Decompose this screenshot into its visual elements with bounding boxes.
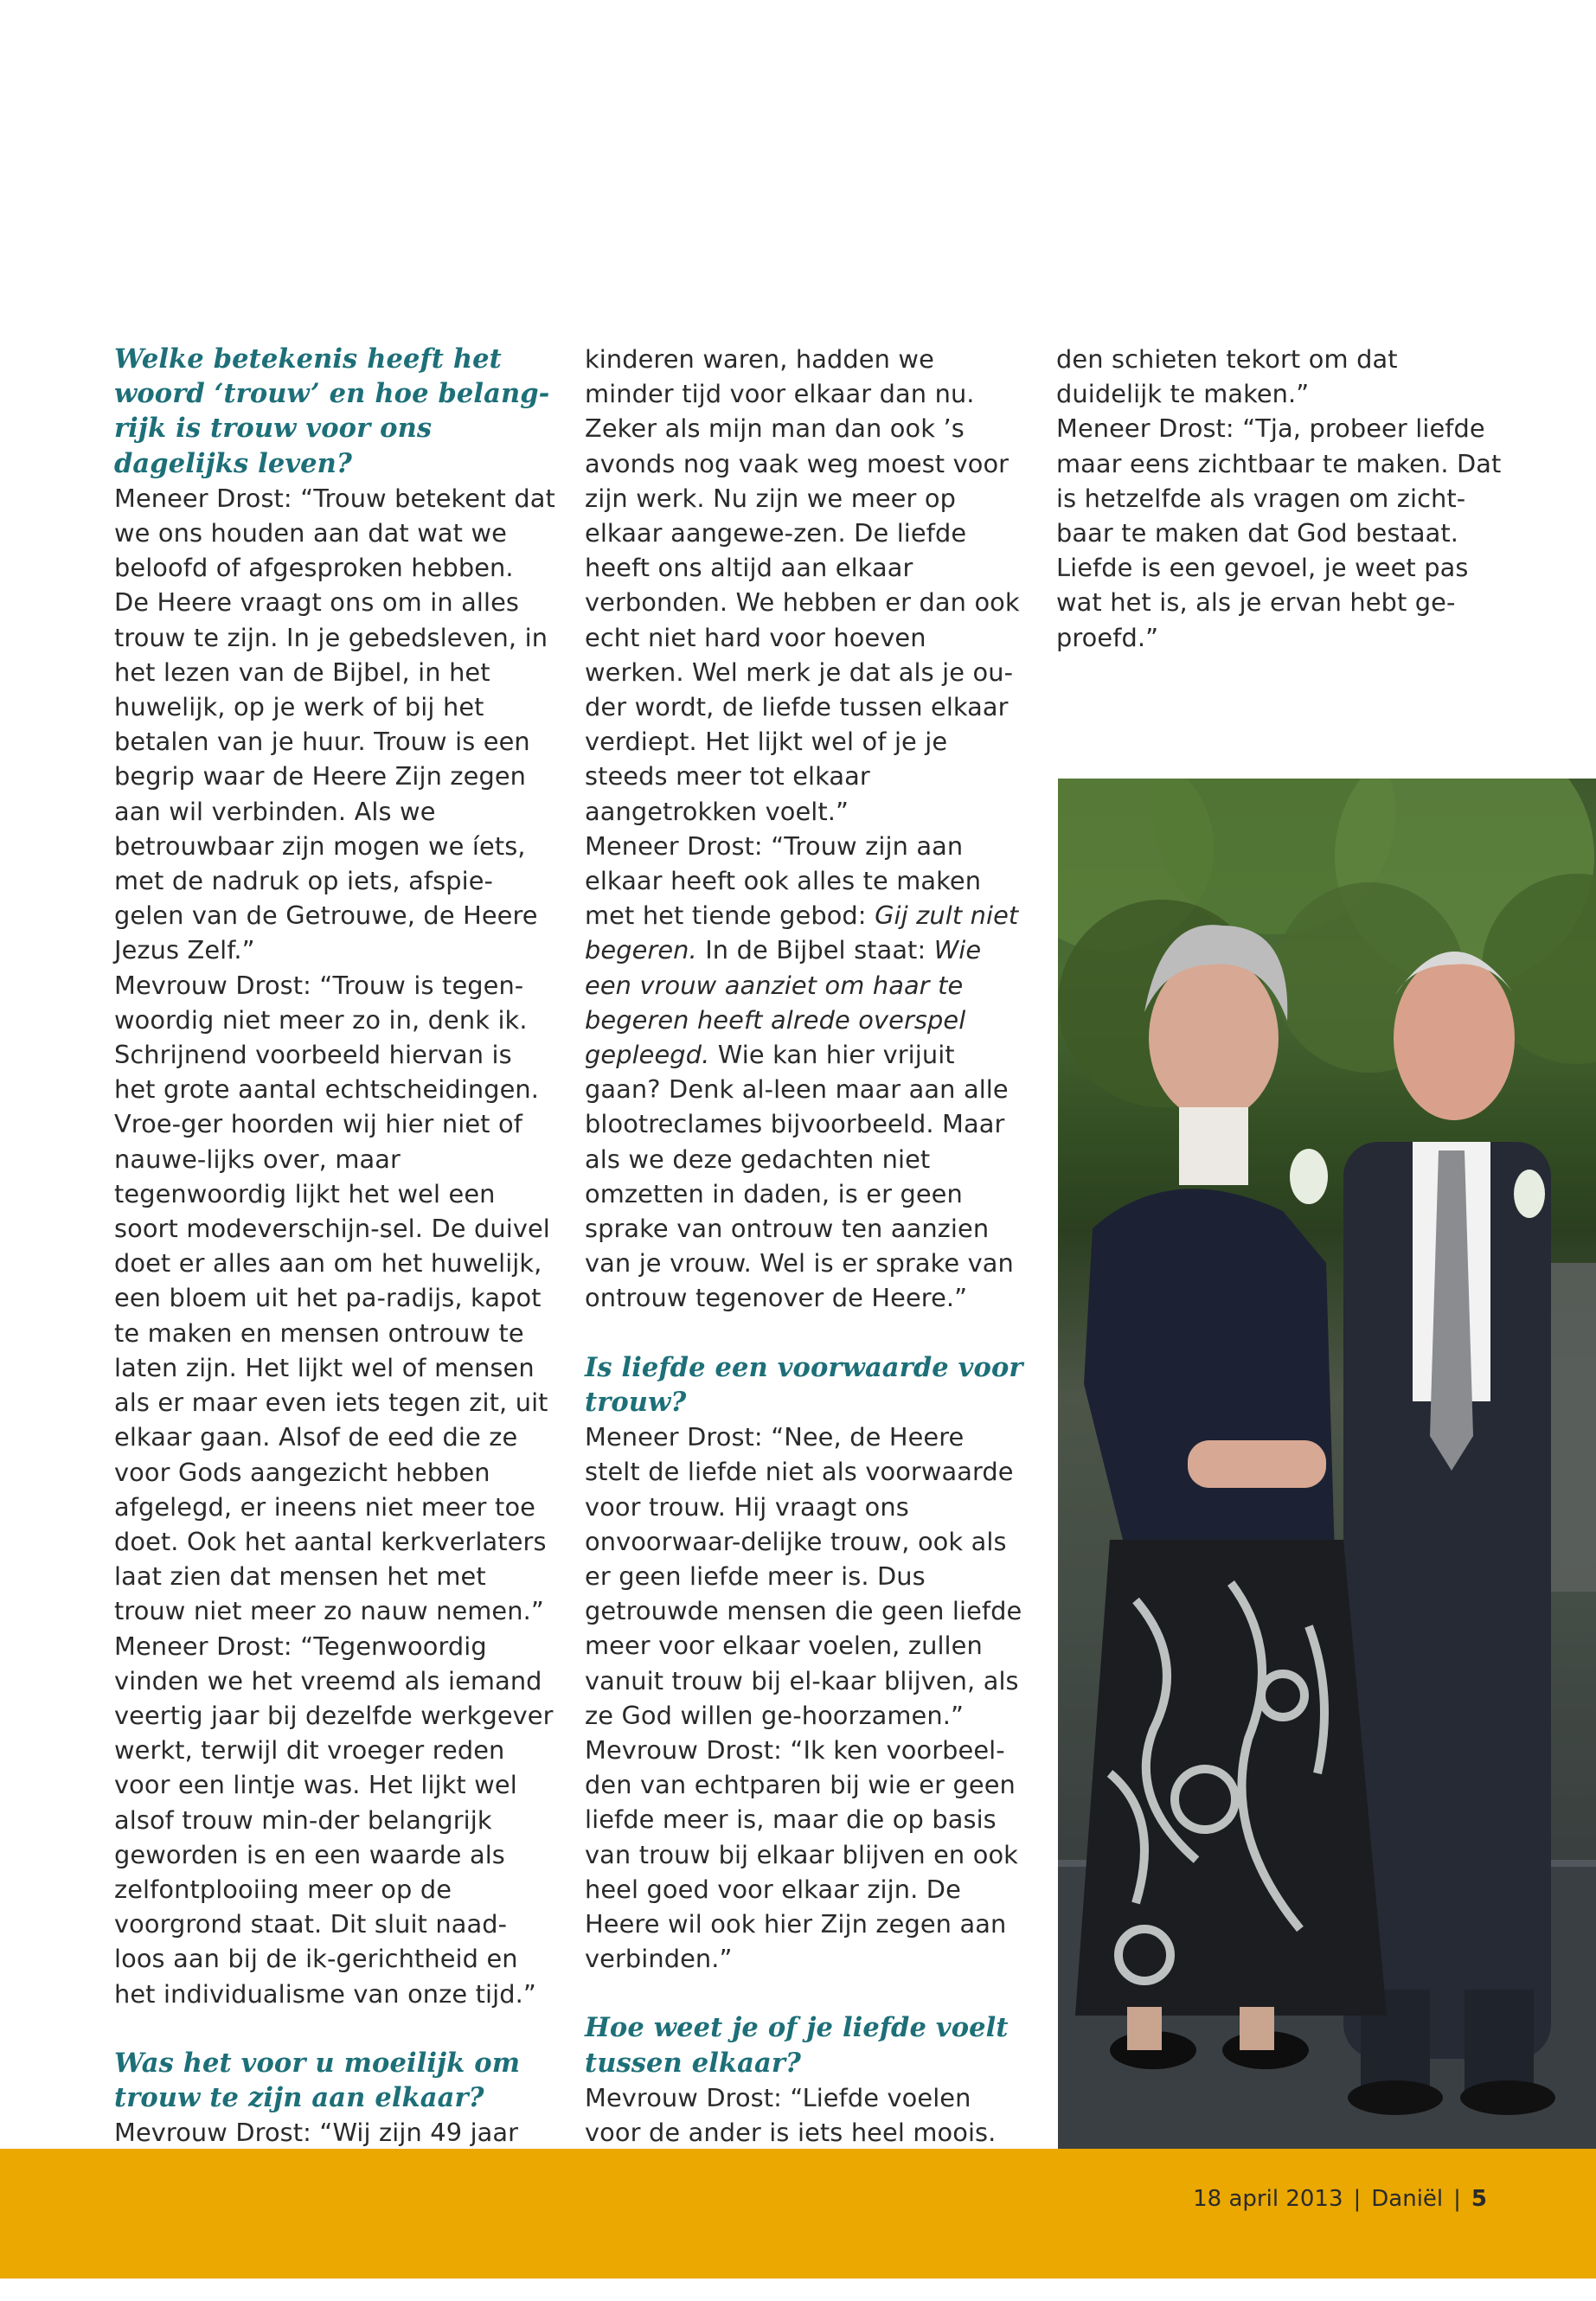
couple-photo xyxy=(1058,779,1596,2149)
magazine-name: Daniël xyxy=(1371,2186,1444,2212)
article-column-2 xyxy=(585,342,1026,2184)
footer-separator: | xyxy=(1353,2186,1362,2212)
couple-photo-illustration xyxy=(1058,779,1596,2149)
question-heading: Was het voor u moeilijk om trouw te zijn aan elkaar? xyxy=(114,2047,521,2113)
paragraph: Meneer Drost: “Tja, probeer liefde maar eens zichtbaar te maken. Dat is hetzelfde als vragen om zicht-baar te maken dat God bestaat. Liefde is een gevoel, je weet pas wat het is, als je ervan hebt ge-proefd.” xyxy=(1056,413,1502,652)
footer-info xyxy=(1193,2186,1487,2212)
page-number: 5 xyxy=(1471,2186,1487,2212)
footer-separator: | xyxy=(1453,2186,1461,2212)
question-heading: Welke betekenis heeft het woord ‘trouw’ en hoe belang-rijk is trouw voor ons dagelijks leven? xyxy=(114,343,550,479)
bible-quote: Wie een vrouw aanziet om haar te begeren heeft alrede overspel gepleegd. xyxy=(585,935,982,1070)
question-heading: Is liefde een voorwaarde voor trouw? xyxy=(585,1351,1023,1418)
footer-band xyxy=(0,2149,1596,2279)
article-column-3 xyxy=(1056,342,1506,655)
paragraph-text: In de Bijbel staat: xyxy=(696,935,934,965)
page-bottom-margin xyxy=(0,2279,1596,2301)
paragraph-text: Meneer Drost: “Trouw zijn aan elkaar heeft ook alles te maken met het tiende gebod: xyxy=(585,830,982,931)
paragraph: Meneer Drost: “Trouw betekent dat we ons houden aan dat wat we beloofd of afgesproken hebben. De Heere vraagt ons om in alles trouw te zijn. In je gebedsleven, in het lezen van de Bijbel, in het huwelijk, op je werk of bij het betalen van je huur. Trouw is een begrip waar de Heere Zijn zegen aan wil verbinden. Als we betrouwbaar zijn mogen we íets, met de nadruk op iets, afspie-gelen van de Getrouwe, de Heere Jezus Zelf.” xyxy=(114,483,555,965)
paragraph-text: Wie kan hier vrijuit gaan? Denk al-leen maar aan alle blootreclames bijvoorbeeld. Maar als we deze gedachten niet omzetten in daden, is er geen sprake van ontrouw ten aanzien van je vrouw. Wel is er sprake van ontrouw tegenover de Heere.” xyxy=(585,1040,1014,1313)
paragraph: kinderen waren, hadden we minder tijd voor elkaar dan nu. Zeker als mijn man dan ook ’s avonds nog vaak weg moest voor zijn werk. Nu zijn we meer op elkaar aangewe-zen. De liefde heeft ons altijd aan elkaar verbonden. We hebben er dan ook echt niet hard voor hoeven werken. Wel merk je dat als je ou-der wordt, de liefde tussen elkaar verdiept. Het lijkt wel of je je steeds meer tot elkaar aangetrokken voelt.” xyxy=(585,344,1020,826)
question-heading: Hoe weet je of je liefde voelt tussen elkaar? xyxy=(585,2012,1009,2079)
paragraph xyxy=(585,829,1026,1316)
paragraph: Mevrouw Drost: “Ik ken voorbeel-den van echtparen bij wie er geen liefde meer is, maar die op basis van trouw bij elkaar blijven en ook heel goed voor elkaar zijn. De Heere wil ook hier Zijn zegen aan verbinden.” xyxy=(585,1734,1018,1974)
paragraph: Mevrouw Drost: “Trouw is tegen-woordig niet meer zo in, denk ik. Schrijnend voorbeeld hiervan is het grote aantal echtscheidingen. Vroe-ger hoorden wij hier niet of nauwe-lijks over, maar tegenwoordig lijkt het wel een soort modeverschijn-sel. De duivel doet er alles aan om het huwelijk, een bloem uit het pa-radijs, kapot te maken en mensen ontrouw te laten zijn. Het lijkt wel of mensen als er maar even iets tegen zit, uit elkaar gaan. Alsof de eed die ze voor Gods aangezicht hebben afgelegd, er ineens niet meer toe doet. Ook het aantal kerkverlaters laat zien dat mensen het met trouw niet meer zo nauw nemen.” Meneer Drost: “Tegenwoordig vinden we het vreemd als iemand veertig jaar bij dezelfde werkgever werkt, terwijl dit vroeger reden voor een lintje was. Het lijkt wel alsof trouw min-der belangrijk geworden is en een waarde als zelfontplooiing meer op de voorgrond staat. Dit sluit naad-loos aan bij de ik-gerichtheid en het individualisme van onze tijd.” xyxy=(114,970,554,2009)
bible-quote: Gij zult niet begeren. xyxy=(585,901,1019,965)
article-column-1 xyxy=(114,342,555,2254)
issue-date: 18 april 2013 xyxy=(1193,2186,1343,2212)
paragraph: Mevrouw Drost: “Wij zijn 49 jaar xyxy=(114,2118,519,2148)
paragraph: Mevrouw Drost: “Liefde voelen voor de ander is iets heel moois. xyxy=(585,2082,997,2147)
paragraph: Meneer Drost: “Nee, de Heere stelt de liefde niet als voorwaarde voor trouw. Hij vraagt ons onvoorwaar-delijke trouw, ook als er geen liefde meer is. Dus getrouwde mensen die geen liefde meer voor elkaar voelen, zullen vanuit trouw bij el-kaar blijven, als ze God willen ge-hoorzamen.” xyxy=(585,1422,1022,1730)
paragraph: den schieten tekort om dat duidelijk te maken.” xyxy=(1056,344,1398,409)
